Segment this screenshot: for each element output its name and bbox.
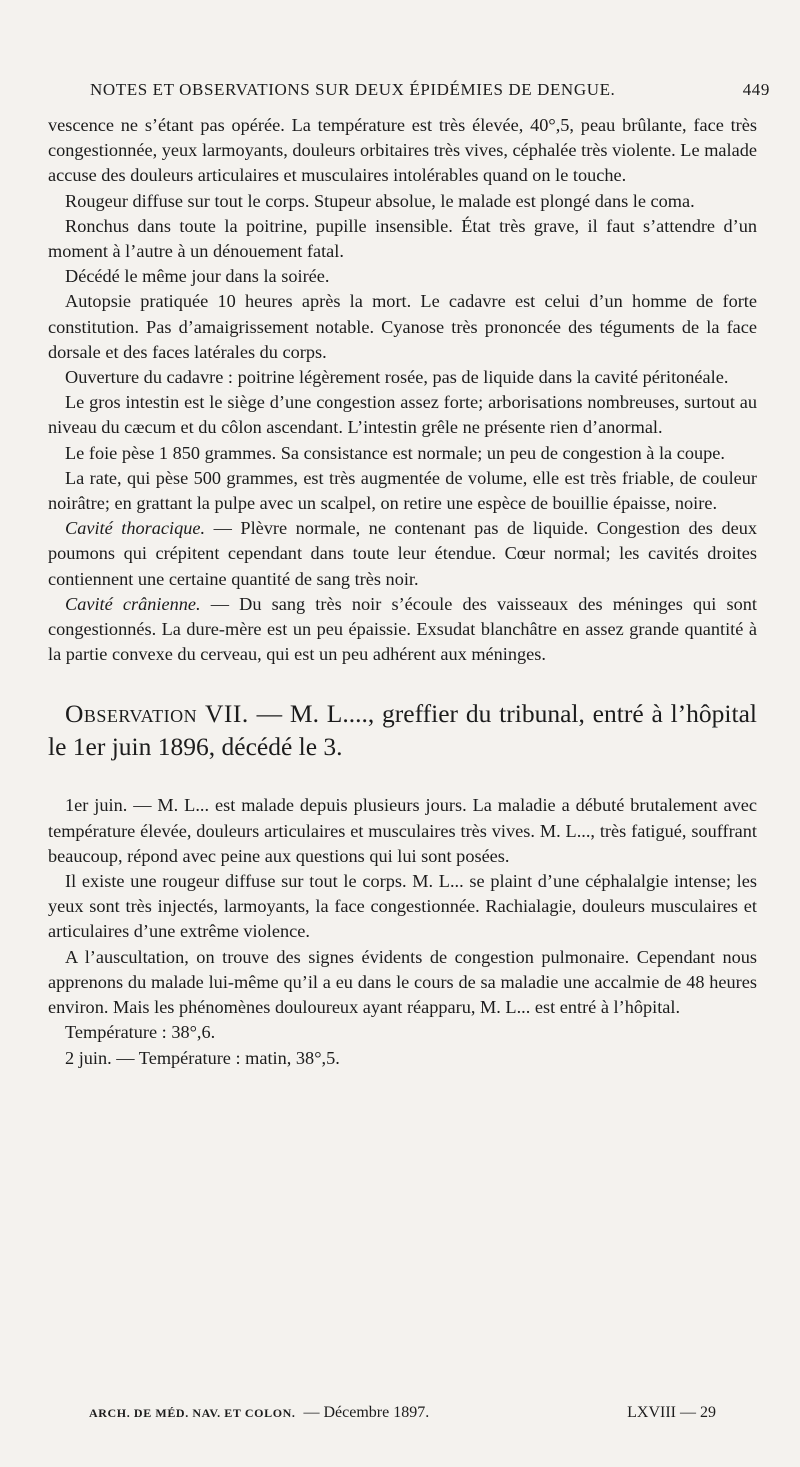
journal-name: ARCH. DE MÉD. NAV. ET COLON. [89,1406,296,1420]
thoracic-text: — Plèvre normale, ne contenant pas de liquide. Congestion des deux poumons qui crépitent cependant dans toute leur étendue. Cœur normal; les cavités droites contiennent une certaine quantité de sang très noir. [48,518,757,589]
paragraph: vescence ne s’étant pas opérée. La température est très élevée, 40°,5, peau brûlante, face très congestionnée, yeux larmoyants, douleurs orbitaires très vives, céphalée très violente. Le malade accuse des douleurs articulaires et musculaires intolérables quand on le touche. [48,115,757,186]
volume-signature: LXVIII — 29 [627,1404,716,1421]
page-footer [89,1404,716,1422]
section-label-thoracic: Cavité thoracique. [65,518,206,539]
running-head [90,80,770,100]
paragraph: 2 juin. — Température : matin, 38°,5. [65,1047,340,1068]
paragraph: Température : 38°,6. [65,1022,216,1043]
paragraph: Le gros intestin est le siège d’une congestion assez forte; arborisations nombreuses, surtout au niveau du cæcum et du côlon ascendant. L’intestin grêle ne présente rien d’anormal. [48,392,757,438]
paragraph: La rate, qui pèse 500 grammes, est très augmentée de volume, elle est très friable, de couleur noirâtre; en grattant la pulpe avec un scalpel, on retire une espèce de bouillie épaisse, noire. [48,467,757,514]
cranial-text: — Du sang très noir s’écoule des vaisseaux des méninges qui sont congestionnés. La dure-mère est un peu épaissie. Exsudat blanchâtre en assez grande quantité à la partie convexe du cerveau, qui est un peu adhérent aux méninges. [48,593,757,665]
paragraph: A l’auscultation, on trouve des signes évidents de congestion pulmonaire. Cependant nous apprenons du malade lui-même qu’il a eu dans le cours de sa maladie une accalmie de 48 heures environ. Mais les phénomènes douloureux ayant réapparu, M. L... est entré à l’hôpital. [48,946,757,1018]
body-text [48,113,757,1071]
paragraph: Ronchus dans toute la poitrine, pupille insensible. État très grave, il faut s’attendre d’un moment à l’autre à un dénouement fatal. [48,215,757,262]
paragraph: Décédé le même jour dans la soirée. [65,266,330,287]
paragraph: Il existe une rougeur diffuse sur tout le corps. M. L... se plaint d’une céphalalgie intense; les yeux sont très injectés, larmoyants, la face congestionnée. Rachialagie, douleurs musculaires et articulaires d’une extrême violence. [48,871,757,942]
page-number: 449 [742,80,770,99]
running-title: NOTES ET OBSERVATIONS SUR DEUX ÉPIDÉMIES DE DENGUE. [90,80,616,99]
paragraph: Autopsie pratiquée 10 heures après la mort. Le cadavre est celui d’un homme de forte constitution. Pas d’amaigrissement notable. Cyanose très prononcée des téguments de la face dorsale et des faces latérales du corps. [48,291,757,362]
issue-date: — Décembre 1897. [303,1404,430,1421]
paragraph: 1er juin. — M. L... est malade depuis plusieurs jours. La maladie a débuté brutalement avec température élevée, douleurs articulaires et musculaires très vives. M. L..., très fatigué, souffrant beaucoup, répond avec peine aux questions qui lui sont posées. [48,795,757,866]
paragraph-cranial [48,592,757,668]
paragraph: Rougeur diffuse sur tout le corps. Stupeur absolue, le malade est plongé dans le coma. [65,190,695,211]
observation-heading [48,697,757,763]
section-label-cranial: Cavité crânienne. [65,593,201,614]
paragraph: Le foie pèse 1 850 grammes. Sa consistance est normale; un peu de congestion à la coupe. [65,442,725,463]
observation-title: — M. L...., greffier du tribunal, entré à l’hôpital le 1er juin 1896, décédé le 3. [48,699,757,762]
paragraph: Ouverture du cadavre : poitrine légèrement rosée, pas de liquide dans la cavité péritonéale. [65,367,729,388]
observation-label: Observation VII. [65,699,249,729]
paragraph-thoracic [48,516,757,592]
